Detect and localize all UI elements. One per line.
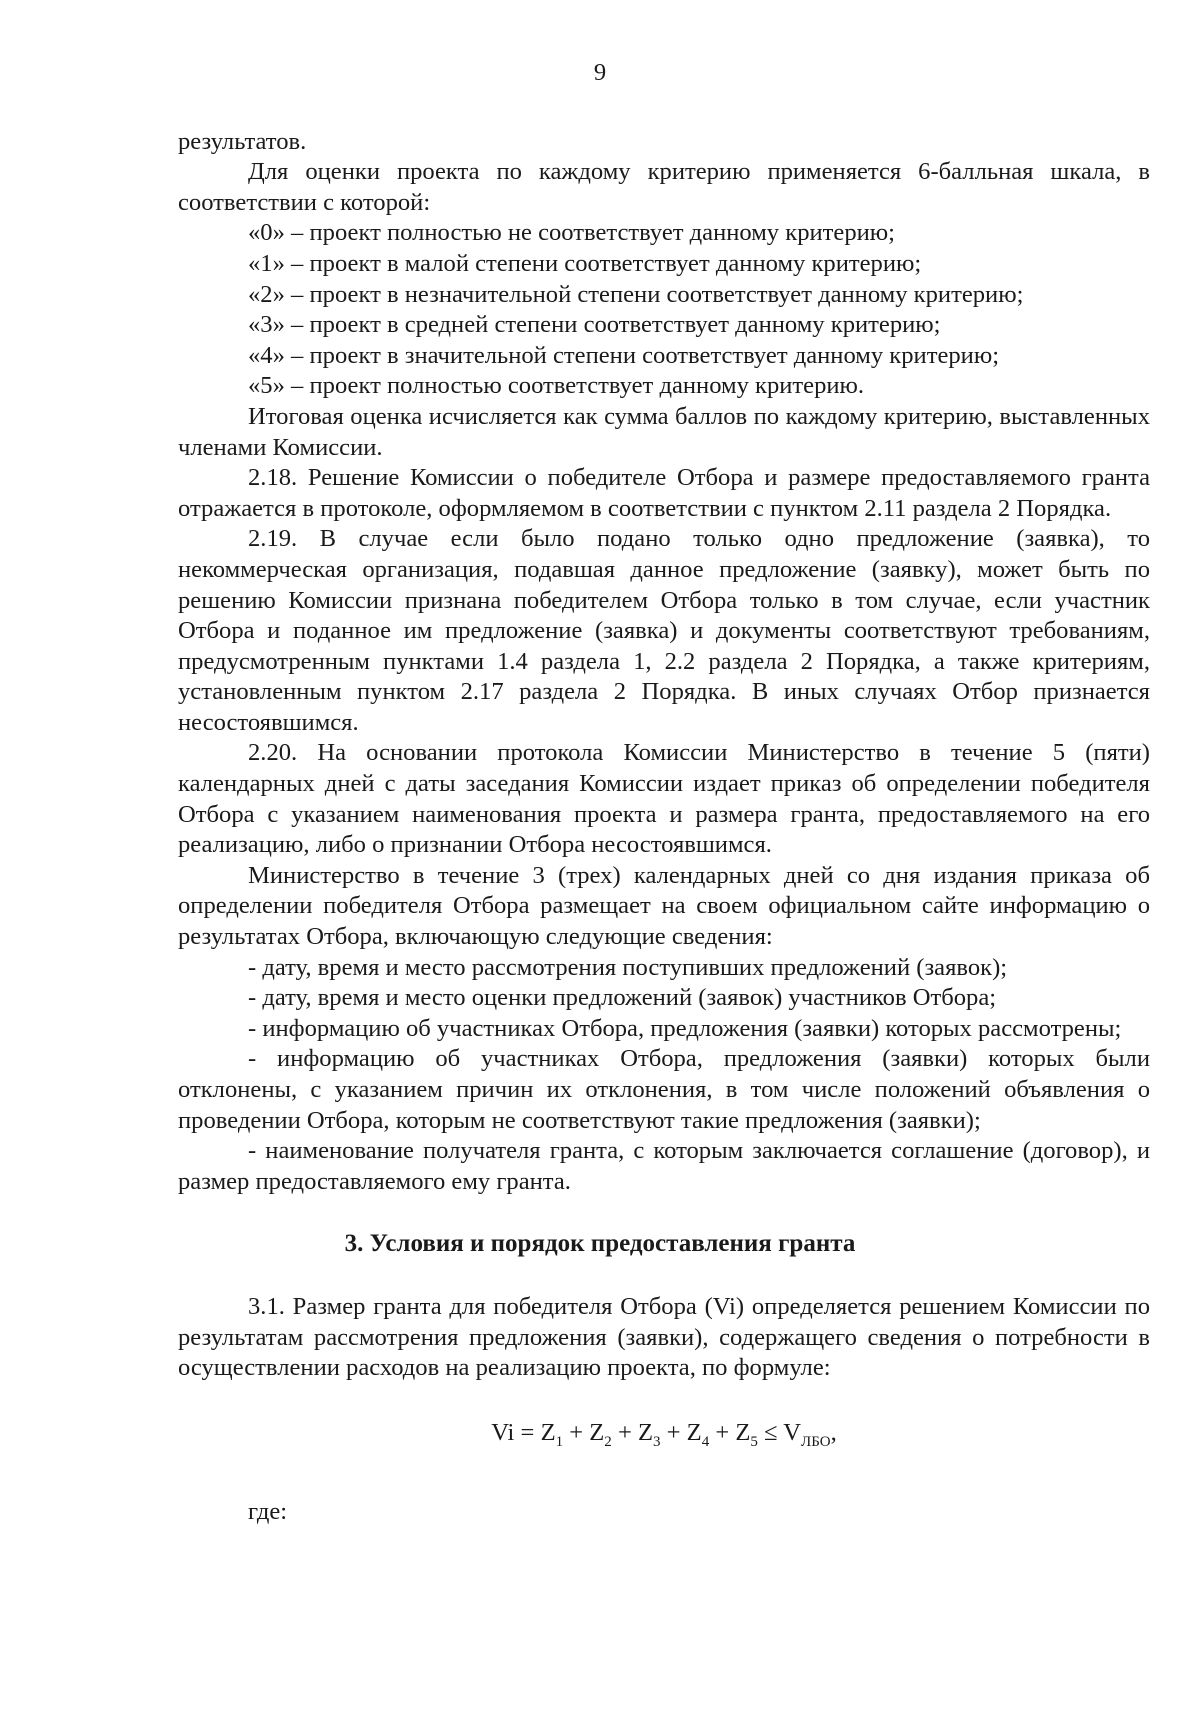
bullet-5: - наименование получателя гранта, с которым заключается соглашение (договор), и размер предоставляемого ему гранта. [178, 1137, 1150, 1195]
paragraph-total-score: Итоговая оценка исчисляется как сумма баллов по каждому критерию, выставленных членами Комиссии. [178, 402, 1150, 461]
scale-item-4: «4» – проект в значительной степени соответствует данному критерию; [248, 341, 1000, 369]
section-3-heading: 3. Условия и порядок предоставления гранта [344, 1230, 856, 1258]
bullet-3: - информацию об участниках Отбора, предложения (заявки) которых рассмотрены; [248, 1014, 1122, 1042]
grant-formula: $Vi = Z_1 + Z_2 + Z_3 + Z_4 + Z_5 \le V_{ЛБО}$, [491, 1418, 837, 1450]
bullet-4: - информацию об участниках Отбора, предложения (заявки) которых были отклонены, с указанием причин их отклонения, в том числе положений объявления о проведении Отбора, которым не соответствуют такие предложения (заявки); [178, 1045, 1150, 1134]
paragraph-2-18: 2.18. Решение Комиссии о победителе Отбора и размере предоставляемого гранта отражается в протоколе, оформляемом в соответствии с пунктом 2.11 раздела 2 Порядка. [178, 464, 1150, 522]
paragraph-3-1: 3.1. Размер гранта для победителя Отбора (Vi) определяется решением Комиссии по результатам рассмотрения предложения (заявки), содержащего сведения о потребности в осуществлении расходов на реализацию проекта, по формуле: [178, 1292, 1150, 1382]
where-label: где: [248, 1498, 288, 1526]
paragraph-2-19: 2.19. В случае если было подано только одно предложение (заявка), то некоммерческая организация, подавшая данное предложение (заявку), может быть по решению Комиссии признана победителем Отбора только в том случае, если участник Отбора и поданное им предложение (заявка) и документы соответствуют требованиям, предусмотренным пунктами 1.4 раздела 1, 2.2 раздела 2 Порядка, а также критериям, установленным пунктом 2.17 раздела 2 Порядка. В иных случаях Отбор признается несостоявшимся. [178, 525, 1150, 736]
bullet-1: - дату, время и место рассмотрения поступивших предложений (заявок); [248, 953, 1008, 981]
scale-item-0: «0» – проект полностью не соответствует данному критерию; [248, 219, 895, 247]
scale-item-1: «1» – проект в малой степени соответствует данному критерию; [248, 249, 922, 277]
paragraph-2-20: 2.20. На основании протокола Комиссии Министерство в течение 5 (пяти) календарных дней с даты заседания Комиссии издает приказ об определении победителя Отбора с указанием наименования проекта и размера гранта, предоставляемого на его реализацию, либо о признании Отбора несостоявшимся. [178, 739, 1150, 859]
paragraph-results: результатов. [178, 127, 307, 155]
scale-item-3: «3» – проект в средней степени соответствует данному критерию; [248, 311, 941, 339]
paragraph-scale-intro: Для оценки проекта по каждому критерию применяется 6-балльная шкала, в соответствии с которой: [178, 158, 1150, 216]
scale-item-2: «2» – проект в незначительной степени соответствует данному критерию; [248, 280, 1024, 308]
paragraph-ministry: Министерство в течение 3 (трех) календарных дней со дня издания приказа об определении победителя Отбора размещает на своем официальном сайте информацию о результатах Отбора, включающую следующие сведения: [178, 861, 1150, 951]
bullet-2: - дату, время и место оценки предложений (заявок) участников Отбора; [248, 984, 997, 1012]
scale-item-5: «5» – проект полностью соответствует данному критерию. [248, 372, 865, 400]
page-number: 9 [593, 59, 607, 86]
